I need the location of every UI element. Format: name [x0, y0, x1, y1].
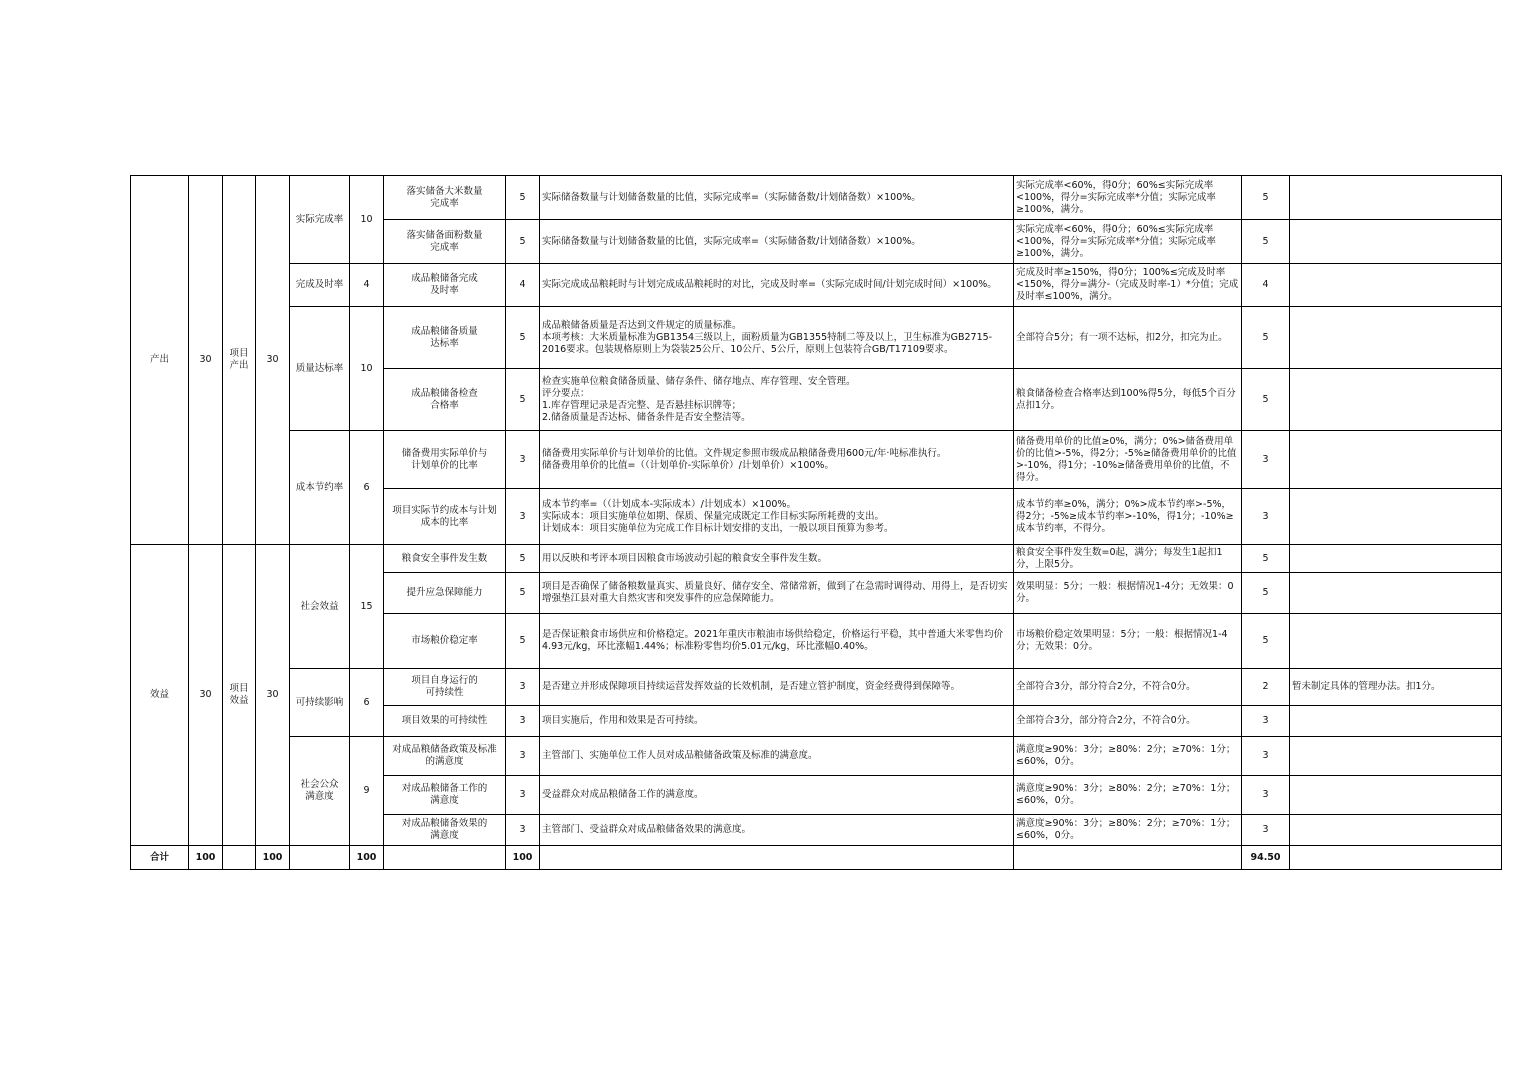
secondary-indicator: 项目 产出: [223, 176, 256, 545]
table-row: [131, 431, 1502, 489]
primary-score: 30: [189, 176, 223, 545]
item-score: 5: [1242, 545, 1290, 573]
scoring-standard: 完成及时率≥150%，得0分；100%≤完成及时率<150%，得分=满分-（完成及时率-1）*分值；完成及时率≤100%，满分。: [1014, 264, 1242, 307]
secondary-score: 30: [256, 545, 290, 846]
scoring-standard: 粮食安全事件发生数=0起，满分；每发生1起扣1分，上限5分。: [1014, 545, 1242, 573]
tertiary-indicator: 社会公众 满意度: [290, 737, 350, 846]
score-note: [1290, 573, 1502, 614]
tertiary-indicator: 实际完成率: [290, 176, 350, 264]
item-name: 项目实际节约成本与计划 成本的比率: [384, 489, 506, 545]
tertiary-score: 4: [350, 264, 384, 307]
primary-indicator: 产出: [131, 176, 189, 545]
scoring-standard: 实际完成率<60%，得0分；60%≤实际完成率<100%，得分=实际完成率*分值；实际完成率≥100%，满分。: [1014, 176, 1242, 220]
scoring-standard: 粮食储备检查合格率达到100%得5分，每低5个百分点扣1分。: [1014, 369, 1242, 431]
score-note: [1290, 614, 1502, 669]
score-note: [1290, 706, 1502, 737]
score-note: [1290, 176, 1502, 220]
item-score: 5: [1242, 176, 1290, 220]
score-note: [1290, 815, 1502, 846]
item-name: 项目效果的可持续性: [384, 706, 506, 737]
item-score: 3: [1242, 706, 1290, 737]
table-row: [131, 669, 1502, 706]
item-name: 储备费用实际单价与 计划单价的比率: [384, 431, 506, 489]
table-row: [131, 307, 1502, 369]
item-description: 受益群众对成品粮储备工作的满意度。: [540, 776, 1014, 815]
total-row: [131, 846, 1502, 870]
total-empty-1: [223, 846, 256, 870]
item-score: 5: [1242, 369, 1290, 431]
total-empty-4: [540, 846, 1014, 870]
item-description: 实际储备数量与计划储备数量的比值，实际完成率=（实际储备数/计划储备数）×100%。: [540, 176, 1014, 220]
item-description: 是否保证粮食市场供应和价格稳定。2021年重庆市粮油市场供给稳定，价格运行平稳，其中普通大米零售均价4.93元/kg，环比涨幅1.44%；标准粉零售均价5.01元/kg，环比涨幅0.40%。: [540, 614, 1014, 669]
tertiary-score: 10: [350, 307, 384, 431]
item-weight: 3: [506, 706, 540, 737]
item-score: 5: [1242, 307, 1290, 369]
scoring-standard: 实际完成率<60%，得0分；60%≤实际完成率<100%，得分=实际完成率*分值；实际完成率≥100%，满分。: [1014, 220, 1242, 264]
tertiary-score: 6: [350, 431, 384, 545]
score-note: [1290, 776, 1502, 815]
item-score: 5: [1242, 614, 1290, 669]
item-score: 3: [1242, 431, 1290, 489]
total-sub-score: 100: [350, 846, 384, 870]
tertiary-score: 15: [350, 545, 384, 669]
item-description: 主管部门、受益群众对成品粮储备效果的满意度。: [540, 815, 1014, 846]
item-weight: 3: [506, 489, 540, 545]
item-weight: 3: [506, 815, 540, 846]
total-empty-3: [384, 846, 506, 870]
tertiary-indicator: 可持续影响: [290, 669, 350, 737]
scoring-standard: 效果明显：5分；一般：根据情况1-4分；无效果：0分。: [1014, 573, 1242, 614]
item-description: 成本节约率=（（计划成本-实际成本）/计划成本）×100%。 实际成本：项目实施单位如期、保质、保量完成既定工作目标实际所耗费的支出。 计划成本：项目实施单位为完成工作目标计划安排的支出，一般以项目预算为参考。: [540, 489, 1014, 545]
item-weight: 3: [506, 669, 540, 706]
item-description: 实际储备数量与计划储备数量的比值，实际完成率=（实际储备数/计划储备数）×100%。: [540, 220, 1014, 264]
item-name: 对成品粮储备效果的 满意度: [384, 815, 506, 846]
item-score: 5: [1242, 220, 1290, 264]
scoring-standard: 储备费用单价的比值≥0%，满分；0%>储备费用单价的比值>-5%，得2分；-5%≥储备费用单价的比值>-10%，得1分；-10%≥储备费用单价的比值，不得分。: [1014, 431, 1242, 489]
total-primary-score: 100: [189, 846, 223, 870]
item-name: 项目自身运行的 可持续性: [384, 669, 506, 706]
table-row: [131, 176, 1502, 220]
item-description: 主管部门、实施单位工作人员对成品粮储备政策及标准的满意度。: [540, 737, 1014, 776]
item-description: 检查实施单位粮食储备质量、储存条件、储存地点、库存管理、安全管理。 评分要点： 1.库存管理记录是否完整、是否悬挂标识牌等； 2.储备质量是否达标、储备条件是否安全整洁等。: [540, 369, 1014, 431]
scoring-standard: 市场粮价稳定效果明显：5分；一般：根据情况1-4分；无效果：0分。: [1014, 614, 1242, 669]
tertiary-score: 10: [350, 176, 384, 264]
item-score: 3: [1242, 815, 1290, 846]
tertiary-indicator: 质量达标率: [290, 307, 350, 431]
item-name: 落实储备面粉数量 完成率: [384, 220, 506, 264]
score-note: [1290, 369, 1502, 431]
item-name: 成品粮储备检查 合格率: [384, 369, 506, 431]
item-weight: 5: [506, 176, 540, 220]
item-name: 对成品粮储备政策及标准 的满意度: [384, 737, 506, 776]
total-empty-6: [1290, 846, 1502, 870]
total-label: 合计: [131, 846, 189, 870]
score-note: [1290, 489, 1502, 545]
item-score: 4: [1242, 264, 1290, 307]
item-weight: 3: [506, 737, 540, 776]
table-row: [131, 264, 1502, 307]
item-weight: 4: [506, 264, 540, 307]
scoring-standard: 全部符合3分，部分符合2分，不符合0分。: [1014, 706, 1242, 737]
item-weight: 5: [506, 307, 540, 369]
item-score: 3: [1242, 737, 1290, 776]
scoring-standard: 满意度≥90%：3分；≥80%：2分；≥70%：1分；≤60%，0分。: [1014, 776, 1242, 815]
item-score: 3: [1242, 489, 1290, 545]
evaluation-table: [130, 175, 1502, 870]
item-description: 储备费用实际单价与计划单价的比值。文件规定参照市级成品粮储备费用600元/年·吨标准执行。 储备费用单价的比值=（（计划单价-实际单价）/计划单价）×100%。: [540, 431, 1014, 489]
tertiary-indicator: 成本节约率: [290, 431, 350, 545]
item-name: 对成品粮储备工作的 满意度: [384, 776, 506, 815]
total-score: 94.50: [1242, 846, 1290, 870]
tertiary-score: 6: [350, 669, 384, 737]
scoring-standard: 满意度≥90%：3分；≥80%：2分；≥70%：1分；≤60%，0分。: [1014, 737, 1242, 776]
item-description: 成品粮储备质量是否达到文件规定的质量标准。 本项考核：大米质量标准为GB1354三级以上，面粉质量为GB1355特制二等及以上，卫生标准为GB2715-2016要求。包装规格原则上为袋装25公斤、10公斤、5公斤，原则上包装符合GB/T17109要求。: [540, 307, 1014, 369]
tertiary-score: 9: [350, 737, 384, 846]
total-empty-2: [290, 846, 350, 870]
item-weight: 3: [506, 776, 540, 815]
item-name: 粮食安全事件发生数: [384, 545, 506, 573]
item-description: 用以反映和考评本项目因粮食市场波动引起的粮食安全事件发生数。: [540, 545, 1014, 573]
item-weight: 5: [506, 614, 540, 669]
score-note: [1290, 737, 1502, 776]
item-score: 2: [1242, 669, 1290, 706]
tertiary-indicator: 社会效益: [290, 545, 350, 669]
secondary-indicator: 项目 效益: [223, 545, 256, 846]
item-weight: 5: [506, 545, 540, 573]
table-row: [131, 737, 1502, 776]
item-weight: 5: [506, 220, 540, 264]
score-note: [1290, 264, 1502, 307]
item-name: 落实储备大米数量 完成率: [384, 176, 506, 220]
table-row: [131, 545, 1502, 573]
score-note: [1290, 545, 1502, 573]
item-name: 市场粮价稳定率: [384, 614, 506, 669]
total-weight: 100: [506, 846, 540, 870]
scoring-standard: 成本节约率≥0%，满分；0%>成本节约率>-5%，得2分；-5%≥成本节约率>-10%，得1分；-10%≥成本节约率，不得分。: [1014, 489, 1242, 545]
item-description: 是否建立并形成保障项目持续运营发挥效益的长效机制，是否建立管护制度，资金经费得到保障等。: [540, 669, 1014, 706]
item-description: 实际完成成品粮耗时与计划完成成品粮耗时的对比，完成及时率=（实际完成时间/计划完成时间）×100%。: [540, 264, 1014, 307]
secondary-score: 30: [256, 176, 290, 545]
score-note: [1290, 220, 1502, 264]
item-description: 项目实施后，作用和效果是否可持续。: [540, 706, 1014, 737]
total-secondary-score: 100: [256, 846, 290, 870]
item-score: 5: [1242, 573, 1290, 614]
primary-score: 30: [189, 545, 223, 846]
item-name: 提升应急保障能力: [384, 573, 506, 614]
scoring-standard: 全部符合3分，部分符合2分，不符合0分。: [1014, 669, 1242, 706]
scoring-standard: 满意度≥90%：3分；≥80%：2分；≥70%：1分；≤60%，0分。: [1014, 815, 1242, 846]
item-name: 成品粮储备质量 达标率: [384, 307, 506, 369]
total-empty-5: [1014, 846, 1242, 870]
item-score: 3: [1242, 776, 1290, 815]
scoring-standard: 全部符合5分；有一项不达标，扣2分，扣完为止。: [1014, 307, 1242, 369]
score-note: [1290, 431, 1502, 489]
score-note: 暂未制定具体的管理办法。扣1分。: [1290, 669, 1502, 706]
item-description: 项目是否确保了储备粮数量真实、质量良好、储存安全、常储常新，做到了在急需时调得动、用得上，是否切实增强垫江县对重大自然灾害和突发事件的应急保障能力。: [540, 573, 1014, 614]
tertiary-indicator: 完成及时率: [290, 264, 350, 307]
item-weight: 5: [506, 573, 540, 614]
item-weight: 3: [506, 431, 540, 489]
item-weight: 5: [506, 369, 540, 431]
item-name: 成品粮储备完成 及时率: [384, 264, 506, 307]
primary-indicator: 效益: [131, 545, 189, 846]
score-note: [1290, 307, 1502, 369]
